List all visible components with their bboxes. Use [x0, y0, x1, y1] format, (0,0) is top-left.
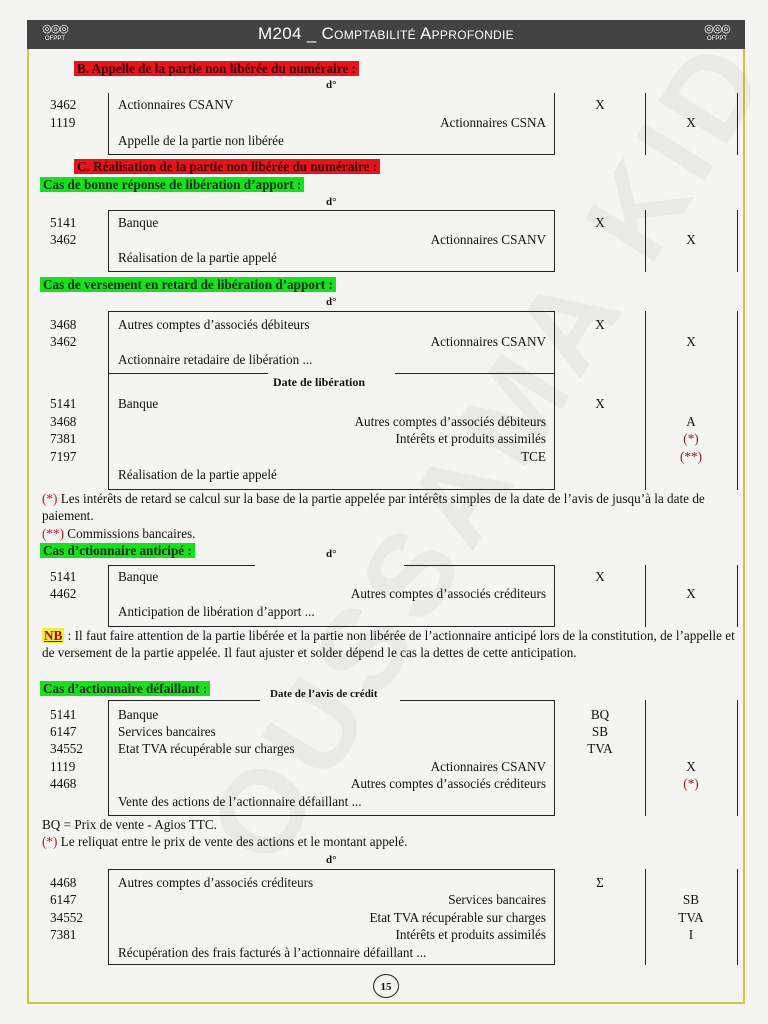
journal-line — [645, 311, 646, 490]
credit-account-label: Autres comptes d’associés débiteurs — [354, 414, 546, 429]
entry-description: Anticipation de libération d’apport ... — [118, 604, 315, 619]
account-number: 7197 — [50, 449, 77, 464]
credit-amount: I — [688, 927, 694, 942]
journal-line — [108, 311, 109, 489]
date-label: Date de l’avis de crédit — [270, 688, 378, 700]
credit-amount: X — [686, 586, 696, 601]
debit-amount: X — [595, 97, 605, 112]
date-label: Date de libération — [273, 375, 365, 389]
debit-amount: Σ — [596, 875, 604, 890]
journal-line — [108, 964, 555, 965]
account-number: 1119 — [50, 759, 76, 774]
footnote: (*) Les intérêts de retard se calcul sur la base de la partie appelée par intérêts simples de la date de l’avis de jusqu’à la date de paiement. — [42, 491, 705, 523]
account-number: 3468 — [50, 317, 77, 332]
date-label: d° — [326, 548, 337, 560]
debit-amount: X — [595, 396, 605, 411]
credit-account-label: Actionnaires CSANV — [430, 334, 546, 349]
journal-line — [108, 154, 555, 155]
debit-amount: X — [595, 569, 605, 584]
page-number: 15 — [373, 974, 399, 998]
footnote: (**) Commissions bancaires. — [42, 526, 196, 541]
journal-line — [404, 565, 555, 566]
journal-line — [108, 565, 255, 566]
ofppt-logo-right: ◎◎◎ OFPPT — [704, 23, 730, 42]
page-title: M204 _ Comptabilité Approfondie — [258, 24, 514, 43]
debit-amount: X — [595, 215, 605, 230]
credit-account-label: Intérêts et produits assimilés — [395, 431, 546, 446]
debit-account-label: Etat TVA récupérable sur charges — [118, 741, 295, 756]
debit-account-label: Banque — [118, 396, 159, 411]
journal-line — [554, 210, 555, 272]
account-number: 6147 — [50, 892, 77, 907]
journal-line — [645, 93, 646, 155]
entry-description: Récupération des frais facturés à l’actionnaire défaillant ... — [118, 945, 427, 960]
account-number: 6147 — [50, 724, 77, 739]
journal-line — [108, 210, 109, 272]
debit-account-label: Actionnaires CSANV — [118, 97, 234, 112]
account-number: 34552 — [50, 910, 83, 925]
journal-line — [108, 869, 555, 870]
nb-note: NB : Il faut faire attention de la partie libérée et la partie non libérée de l’actionnaire anticipé lors de la constitution, de l’appelle et de versement de la partie appelée. Il faut ajuster et solder dépend le cas la dettes de cette anticipation. — [42, 628, 735, 660]
case-title: Cas de bonne réponse de libération d’apport : — [40, 177, 304, 192]
debit-account-label: Autres comptes d’associés créditeurs — [118, 875, 314, 890]
case-title: Cas de versement en retard de libération d’apport : — [40, 277, 336, 292]
account-number: 3462 — [50, 334, 77, 349]
journal-line — [108, 869, 109, 965]
debit-account-label: Banque — [118, 215, 159, 230]
entry-description: Actionnaire retadaire de libération ... — [118, 352, 313, 367]
section-c-title: C. Réalisation de la partie non libérée du numéraire : — [74, 159, 380, 174]
account-number: 7381 — [50, 927, 77, 942]
case-title: Cas d’ctionnaire anticipé : — [40, 543, 195, 558]
debit-amount: BQ — [590, 707, 610, 722]
journal-line — [737, 93, 738, 155]
credit-amount: X — [686, 115, 696, 130]
journal-line — [108, 93, 109, 155]
date-label: d° — [326, 196, 337, 208]
debit-amount: X — [595, 317, 605, 332]
page-header — [27, 20, 745, 49]
account-number: 5141 — [50, 215, 77, 230]
entry-description: Réalisation de la partie appelé — [118, 250, 277, 265]
credit-account-label: Services bancaires — [448, 892, 546, 907]
date-label: d° — [326, 854, 337, 866]
journal-line — [645, 869, 646, 965]
credit-account-label: Autres comptes d’associés créditeurs — [350, 776, 546, 791]
debit-amount: SB — [591, 724, 609, 739]
footnote: (*) Le reliquat entre le prix de vente des actions et le montant appelé. — [42, 834, 408, 849]
account-number: 1119 — [50, 115, 76, 130]
journal-line — [737, 311, 738, 490]
credit-amount: TVA — [678, 910, 704, 925]
journal-line — [554, 700, 555, 816]
date-label: d° — [326, 296, 337, 308]
journal-line — [108, 311, 555, 312]
account-number: 3468 — [50, 414, 77, 429]
credit-amount: (**) — [680, 449, 702, 464]
debit-account-label: Autres comptes d’associés débiteurs — [118, 317, 310, 332]
case-title: Cas d’actionnaire défaillant : — [40, 681, 210, 696]
credit-amount: SB — [682, 892, 700, 907]
journal-line — [108, 210, 555, 211]
credit-account-label: Intérêts et produits assimilés — [395, 927, 546, 942]
debit-account-label: Services bancaires — [118, 724, 216, 739]
account-number: 5141 — [50, 396, 77, 411]
debit-amount: TVA — [587, 741, 613, 756]
journal-line — [108, 565, 109, 626]
journal-line — [645, 565, 646, 627]
entry-description: Vente des actions de l’actionnaire défaillant ... — [118, 794, 362, 809]
journal-line — [108, 700, 109, 816]
credit-amount: X — [686, 334, 696, 349]
journal-line — [108, 700, 260, 701]
journal-line — [737, 700, 738, 816]
ofppt-logo-left: ◎◎◎ OFPPT — [42, 23, 68, 42]
credit-amount: (*) — [683, 776, 699, 791]
entry-description: Réalisation de la partie appelé — [118, 467, 277, 482]
journal-line — [737, 565, 738, 627]
account-number: 7381 — [50, 431, 77, 446]
credit-amount: A — [686, 414, 696, 429]
formula-note: BQ = Prix de vente - Agios TTC. — [42, 817, 217, 832]
account-number: 34552 — [50, 741, 83, 756]
journal-line — [554, 311, 555, 490]
account-number: 4468 — [50, 776, 77, 791]
journal-line — [554, 565, 555, 627]
entry-description: Appelle de la partie non libérée — [118, 133, 284, 148]
journal-line — [645, 210, 646, 272]
credit-amount: (*) — [683, 431, 699, 446]
journal-line — [400, 700, 555, 701]
credit-account-label: Etat TVA récupérable sur charges — [369, 910, 546, 925]
journal-line — [108, 373, 268, 374]
section-b-title: B. Appelle de la partie non libérée du numéraire : — [74, 61, 359, 76]
credit-account-label: TCE — [521, 449, 546, 464]
credit-account-label: Actionnaires CSANV — [430, 232, 546, 247]
journal-line — [645, 700, 646, 816]
account-number: 3462 — [50, 232, 77, 247]
account-number: 5141 — [50, 569, 77, 584]
journal-line — [737, 210, 738, 272]
credit-amount: X — [686, 232, 696, 247]
credit-account-label: Actionnaires CSANV — [430, 759, 546, 774]
journal-line — [554, 869, 555, 965]
journal-line — [108, 271, 555, 272]
credit-amount: X — [686, 759, 696, 774]
credit-account-label: Actionnaires CSNA — [440, 115, 546, 130]
account-number: 4462 — [50, 586, 77, 601]
debit-account-label: Banque — [118, 569, 159, 584]
account-number: 5141 — [50, 707, 77, 722]
date-label: d° — [326, 79, 337, 91]
journal-line — [737, 869, 738, 965]
nb-label: NB — [44, 628, 63, 643]
journal-line — [395, 373, 555, 374]
credit-account-label: Autres comptes d’associés créditeurs — [350, 586, 546, 601]
account-number: 4468 — [50, 875, 77, 890]
debit-account-label: Banque — [118, 707, 159, 722]
journal-line — [554, 93, 555, 155]
account-number: 3462 — [50, 97, 77, 112]
